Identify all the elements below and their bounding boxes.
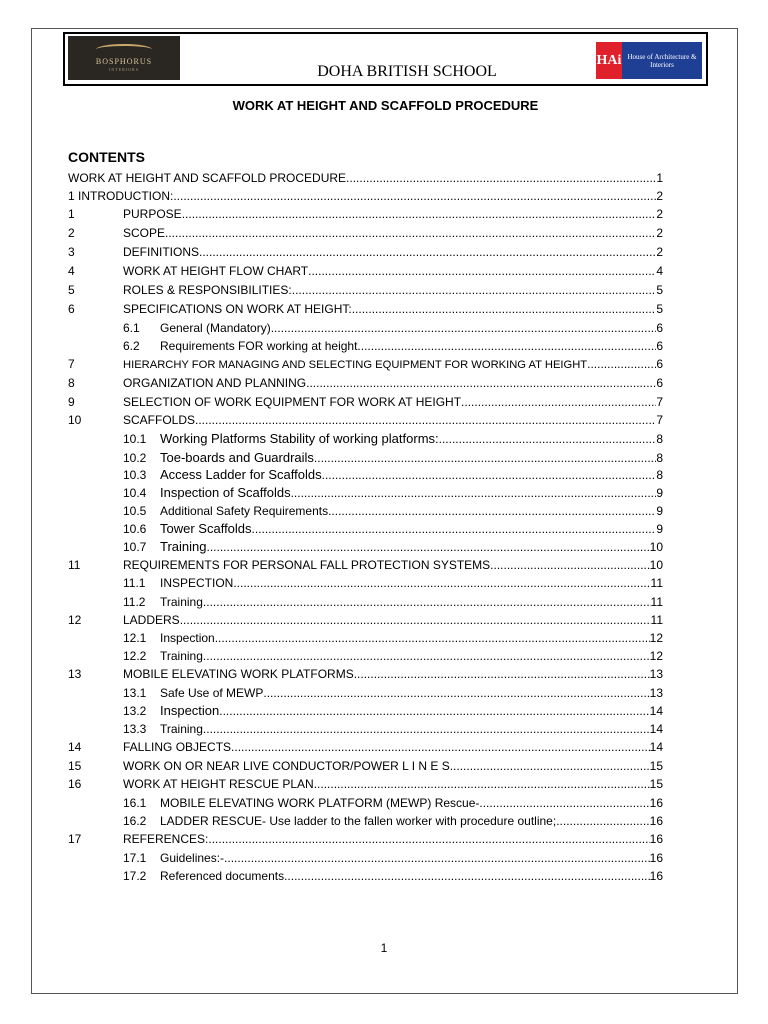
toc-entry[interactable] (123, 648, 663, 664)
toc-entry-number: 17 (68, 832, 82, 846)
toc-entry-leader-dots (284, 868, 650, 884)
toc-entry-label: MOBILE ELEVATING WORK PLATFORMS (123, 667, 354, 681)
toc-entry-number: 7 (68, 357, 75, 371)
toc-entry-page: 6 (656, 339, 663, 353)
toc-entry-page: 15 (649, 759, 663, 773)
toc-entry-label: LADDER RESCUE- Use ladder to the fallen worker with procedure outline; (160, 814, 557, 828)
toc-entry[interactable] (123, 338, 663, 354)
toc-entry-page: 16 (649, 796, 663, 810)
toc-entry-number: 13.1 (123, 686, 147, 700)
toc-entry[interactable] (68, 831, 663, 847)
toc-entry-leader-dots (461, 394, 656, 410)
toc-entry-number: 10.3 (123, 468, 147, 482)
toc-entry-leader-dots (195, 412, 656, 428)
toc-entry-number: 15 (68, 759, 82, 773)
toc-entry[interactable] (68, 776, 663, 792)
logo-sub-text: INTERIORS (109, 67, 139, 72)
toc-entry-number: 3 (68, 245, 75, 259)
toc-entry-leader-dots (306, 375, 656, 391)
toc-entry-number: 10.5 (123, 504, 147, 518)
toc-entry-label: SCOPE (123, 226, 166, 240)
toc-entry-page: 2 (656, 245, 663, 259)
toc-entry-leader-dots (203, 648, 650, 664)
toc-entry-leader-dots (224, 850, 650, 866)
toc-entry-leader-dots (271, 320, 657, 336)
school-name: DOHA BRITISH SCHOOL (317, 63, 497, 80)
toc-entry-label: Working Platforms Stability of working platforms: (160, 431, 439, 446)
toc-entry[interactable] (68, 188, 663, 204)
toc-entry-label: Guidelines:- (160, 851, 225, 865)
toc-entry-page: 9 (656, 504, 663, 518)
toc-entry-page: 8 (656, 451, 663, 465)
toc-entry-label: REQUIREMENTS FOR PERSONAL FALL PROTECTION SYSTEMS (123, 558, 491, 572)
toc-entry-leader-dots (215, 630, 650, 646)
toc-entry-leader-dots (231, 739, 650, 755)
toc-entry[interactable] (123, 813, 663, 829)
toc-entry-number: 13.2 (123, 704, 147, 718)
toc-entry-page: 2 (656, 207, 663, 221)
toc-entry-page: 14 (649, 704, 663, 718)
toc-entry[interactable] (123, 485, 663, 501)
toc-entry-label: MOBILE ELEVATING WORK PLATFORM (MEWP) Rescue- (160, 796, 480, 810)
toc-entry[interactable] (123, 703, 663, 719)
toc-entry-leader-dots (328, 503, 656, 519)
toc-entry-page: 7 (656, 395, 663, 409)
toc-entry[interactable] (123, 320, 663, 336)
toc-entry[interactable] (68, 282, 663, 298)
toc-entry-page: 13 (649, 686, 663, 700)
toc-entry-page: 8 (656, 432, 663, 446)
toc-entry-number: 6.2 (123, 339, 140, 353)
toc-entry-label: General (Mandatory) (160, 321, 271, 335)
toc-entry-label: HIERARCHY FOR MANAGING AND SELECTING EQUIPMENT FOR WORKING AT HEIGHT (123, 359, 588, 371)
toc-entry-page: 11 (650, 595, 663, 609)
toc-entry-number: 17.2 (123, 869, 147, 883)
toc-entry-page: 9 (656, 486, 663, 500)
toc-entry-number: 2 (68, 226, 75, 240)
hai-logo-text: House of Architecture & Interiors (622, 42, 702, 79)
toc-entry[interactable] (68, 412, 663, 428)
toc-entry-page: 11 (650, 613, 663, 627)
toc-entry[interactable] (68, 612, 663, 628)
toc-entry-page: 6 (656, 357, 663, 371)
toc-entry-number: 10.2 (123, 451, 147, 465)
toc-entry-label: WORK AT HEIGHT AND SCAFFOLD PROCEDURE (68, 171, 347, 185)
toc-entry-leader-dots (203, 721, 650, 737)
toc-entry[interactable] (123, 503, 663, 519)
toc-entry-label: DEFINITIONS (123, 245, 200, 259)
toc-entry-leader-dots (322, 467, 657, 483)
toc-entry[interactable] (123, 467, 663, 483)
toc-entry[interactable] (123, 539, 663, 555)
toc-entry[interactable] (68, 170, 663, 186)
toc-entry-leader-dots (252, 521, 657, 537)
toc-entry-leader-dots (182, 206, 657, 222)
toc-entry[interactable] (68, 356, 663, 372)
toc-entry-label: Requirements FOR working at height (160, 339, 358, 353)
toc-entry-number: 6 (68, 302, 75, 316)
toc-entry-leader-dots (180, 612, 651, 628)
toc-entry-label: Safe Use of MEWP (160, 686, 264, 700)
toc-entry-leader-dots (233, 575, 650, 591)
toc-entry-leader-dots (490, 557, 649, 573)
toc-entry-number: 10.7 (123, 540, 147, 554)
toc-entry-number: 11.1 (123, 576, 146, 590)
toc-entry-number: 1 (68, 207, 75, 221)
toc-entry-page: 16 (649, 869, 663, 883)
toc-entry-label: SCAFFOLDS (123, 413, 196, 427)
toc-entry-leader-dots (208, 831, 649, 847)
toc-entry-leader-dots (352, 301, 657, 317)
document-title: WORK AT HEIGHT AND SCAFFOLD PROCEDURE (232, 98, 539, 113)
toc-entry-number: 10.1 (123, 432, 147, 446)
toc-entry-label: SELECTION OF WORK EQUIPMENT FOR WORK AT HEIGHT (123, 395, 462, 409)
toc-entry[interactable] (123, 521, 663, 537)
toc-entry-label: Inspection (160, 631, 215, 645)
toc-entry[interactable] (123, 450, 663, 466)
toc-entry-page: 12 (649, 649, 663, 663)
toc-entry-label: Inspection of Scaffolds (160, 485, 291, 500)
toc-entry-page: 15 (649, 777, 663, 791)
toc-entry-number: 17.1 (123, 851, 147, 865)
toc-entry-leader-dots (479, 795, 649, 811)
toc-entry-label: LADDERS (123, 613, 180, 627)
logo-brand-text: BOSPHORUS (95, 57, 153, 66)
toc-entry-leader-dots (314, 776, 650, 792)
toc-entry-label: 1 INTRODUCTION: (68, 189, 174, 203)
toc-entry-leader-dots (199, 244, 656, 260)
toc-entry[interactable] (123, 868, 663, 884)
toc-entry-page: 1 (656, 171, 663, 185)
toc-entry-label: SPECIFICATIONS ON WORK AT HEIGHT: (123, 302, 352, 316)
toc-entry-label: Access Ladder for Scaffolds (160, 467, 322, 482)
toc-entry-page: 6 (656, 376, 663, 390)
toc-entry[interactable] (68, 206, 663, 222)
toc-entry-number: 16.2 (123, 814, 147, 828)
toc-entry[interactable] (123, 685, 663, 701)
page-number: 1 (380, 941, 388, 955)
toc-entry-label: Referenced documents (160, 869, 285, 883)
toc-entry-page: 2 (656, 226, 663, 240)
toc-entry-page: 14 (649, 722, 663, 736)
toc-entry[interactable] (68, 301, 663, 317)
hai-mark: HAi (596, 42, 622, 79)
toc-entry-number: 8 (68, 376, 75, 390)
toc-entry-number: 14 (68, 740, 82, 754)
toc-entry-leader-dots (450, 758, 650, 774)
toc-entry[interactable] (68, 394, 663, 410)
toc-entry-label: Training (160, 722, 203, 736)
toc-entry[interactable] (123, 575, 663, 591)
toc-entry-page: 16 (649, 851, 663, 865)
toc-entry-number: 12 (68, 613, 82, 627)
toc-entry[interactable] (68, 375, 663, 391)
toc-entry[interactable] (123, 795, 663, 811)
toc-entry-label: WORK ON OR NEAR LIVE CONDUCTOR/POWER L I N E S (123, 759, 450, 773)
toc-entry-leader-dots (203, 594, 651, 610)
toc-entry-leader-dots (556, 813, 649, 829)
toc-entry-label: PURPOSE (123, 207, 182, 221)
toc-entry-number: 16 (68, 777, 82, 791)
toc-entry-label: REFERENCES: (123, 832, 209, 846)
toc-entry-label: WORK AT HEIGHT RESCUE PLAN (123, 777, 314, 791)
toc-entry-number: 12.2 (123, 649, 147, 663)
toc-entry-label: WORK AT HEIGHT FLOW CHART (123, 264, 309, 278)
toc-entry-page: 2 (656, 189, 663, 203)
toc-entry-leader-dots (308, 263, 656, 279)
toc-entry-page: 5 (656, 302, 663, 316)
toc-entry[interactable] (68, 739, 663, 755)
toc-entry-page: 4 (656, 264, 663, 278)
contents-heading: CONTENTS (68, 149, 145, 165)
toc-entry[interactable] (68, 557, 663, 573)
toc-entry-number: 11 (68, 558, 81, 572)
toc-entry[interactable] (68, 263, 663, 279)
toc-entry-page: 14 (649, 740, 663, 754)
toc-entry-leader-dots (587, 356, 656, 372)
toc-entry-number: 6.1 (123, 321, 140, 335)
toc-entry-leader-dots (165, 225, 656, 241)
toc-entry-page: 16 (649, 832, 663, 846)
toc-entry-leader-dots (206, 539, 649, 555)
toc-entry-number: 10 (68, 413, 82, 427)
toc-entry-page: 6 (656, 321, 663, 335)
toc-entry-label: Tower Scaffolds (160, 521, 252, 536)
toc-entry-label: Training (160, 595, 203, 609)
toc-entry-page: 8 (656, 468, 663, 482)
toc-entry-page: 13 (649, 667, 663, 681)
toc-entry-leader-dots (292, 282, 657, 298)
toc-entry[interactable] (123, 594, 663, 610)
toc-entry[interactable] (123, 630, 663, 646)
toc-entry[interactable] (68, 666, 663, 682)
toc-entry-number: 4 (68, 264, 75, 278)
toc-entry-page: 10 (649, 558, 663, 572)
toc-entry-leader-dots (219, 703, 649, 719)
toc-entry[interactable] (123, 721, 663, 737)
toc-entry-page: 12 (649, 631, 663, 645)
toc-entry-label: INSPECTION (160, 576, 234, 590)
toc-entry-label: Inspection (160, 703, 220, 718)
toc-entry-label: ORGANIZATION AND PLANNING (123, 376, 307, 390)
toc-entry-label: ROLES & RESPONSIBILITIES: (123, 283, 292, 297)
toc-entry-number: 9 (68, 395, 75, 409)
toc-entry-leader-dots (439, 431, 657, 447)
toc-entry-page: 10 (649, 540, 663, 554)
toc-entry-page: 5 (656, 283, 663, 297)
toc-entry-leader-dots (357, 338, 656, 354)
toc-entry-label: Toe-boards and Guardrails (160, 450, 314, 465)
toc-entry-leader-dots (173, 188, 656, 204)
toc-entry-number: 11.2 (123, 595, 146, 609)
toc-entry-number: 5 (68, 283, 75, 297)
toc-entry-label: Training (160, 539, 207, 554)
toc-entry-number: 13 (68, 667, 82, 681)
toc-entry-label: FALLING OBJECTS (123, 740, 232, 754)
toc-entry[interactable] (68, 244, 663, 260)
toc-entry-number: 10.4 (123, 486, 147, 500)
toc-entry-leader-dots (354, 666, 650, 682)
toc-entry-page: 11 (650, 576, 663, 590)
toc-entry-leader-dots (314, 450, 656, 466)
toc-entry[interactable] (68, 758, 663, 774)
toc-entry-number: 12.1 (123, 631, 147, 645)
toc-entry[interactable] (123, 850, 663, 866)
toc-entry-page: 7 (656, 413, 663, 427)
toc-entry-leader-dots (263, 685, 649, 701)
toc-entry-number: 13.3 (123, 722, 147, 736)
toc-entry-label: Training (160, 649, 203, 663)
toc-entry-number: 16.1 (123, 796, 147, 810)
toc-entry[interactable] (123, 431, 663, 447)
toc-entry-leader-dots (291, 485, 657, 501)
toc-entry-label: Additional Safety Requirements (160, 504, 329, 518)
toc-entry-leader-dots (346, 170, 656, 186)
toc-entry-number: 10.6 (123, 522, 147, 536)
toc-entry-page: 9 (656, 522, 663, 536)
toc-entry-page: 16 (649, 814, 663, 828)
toc-entry[interactable] (68, 225, 663, 241)
